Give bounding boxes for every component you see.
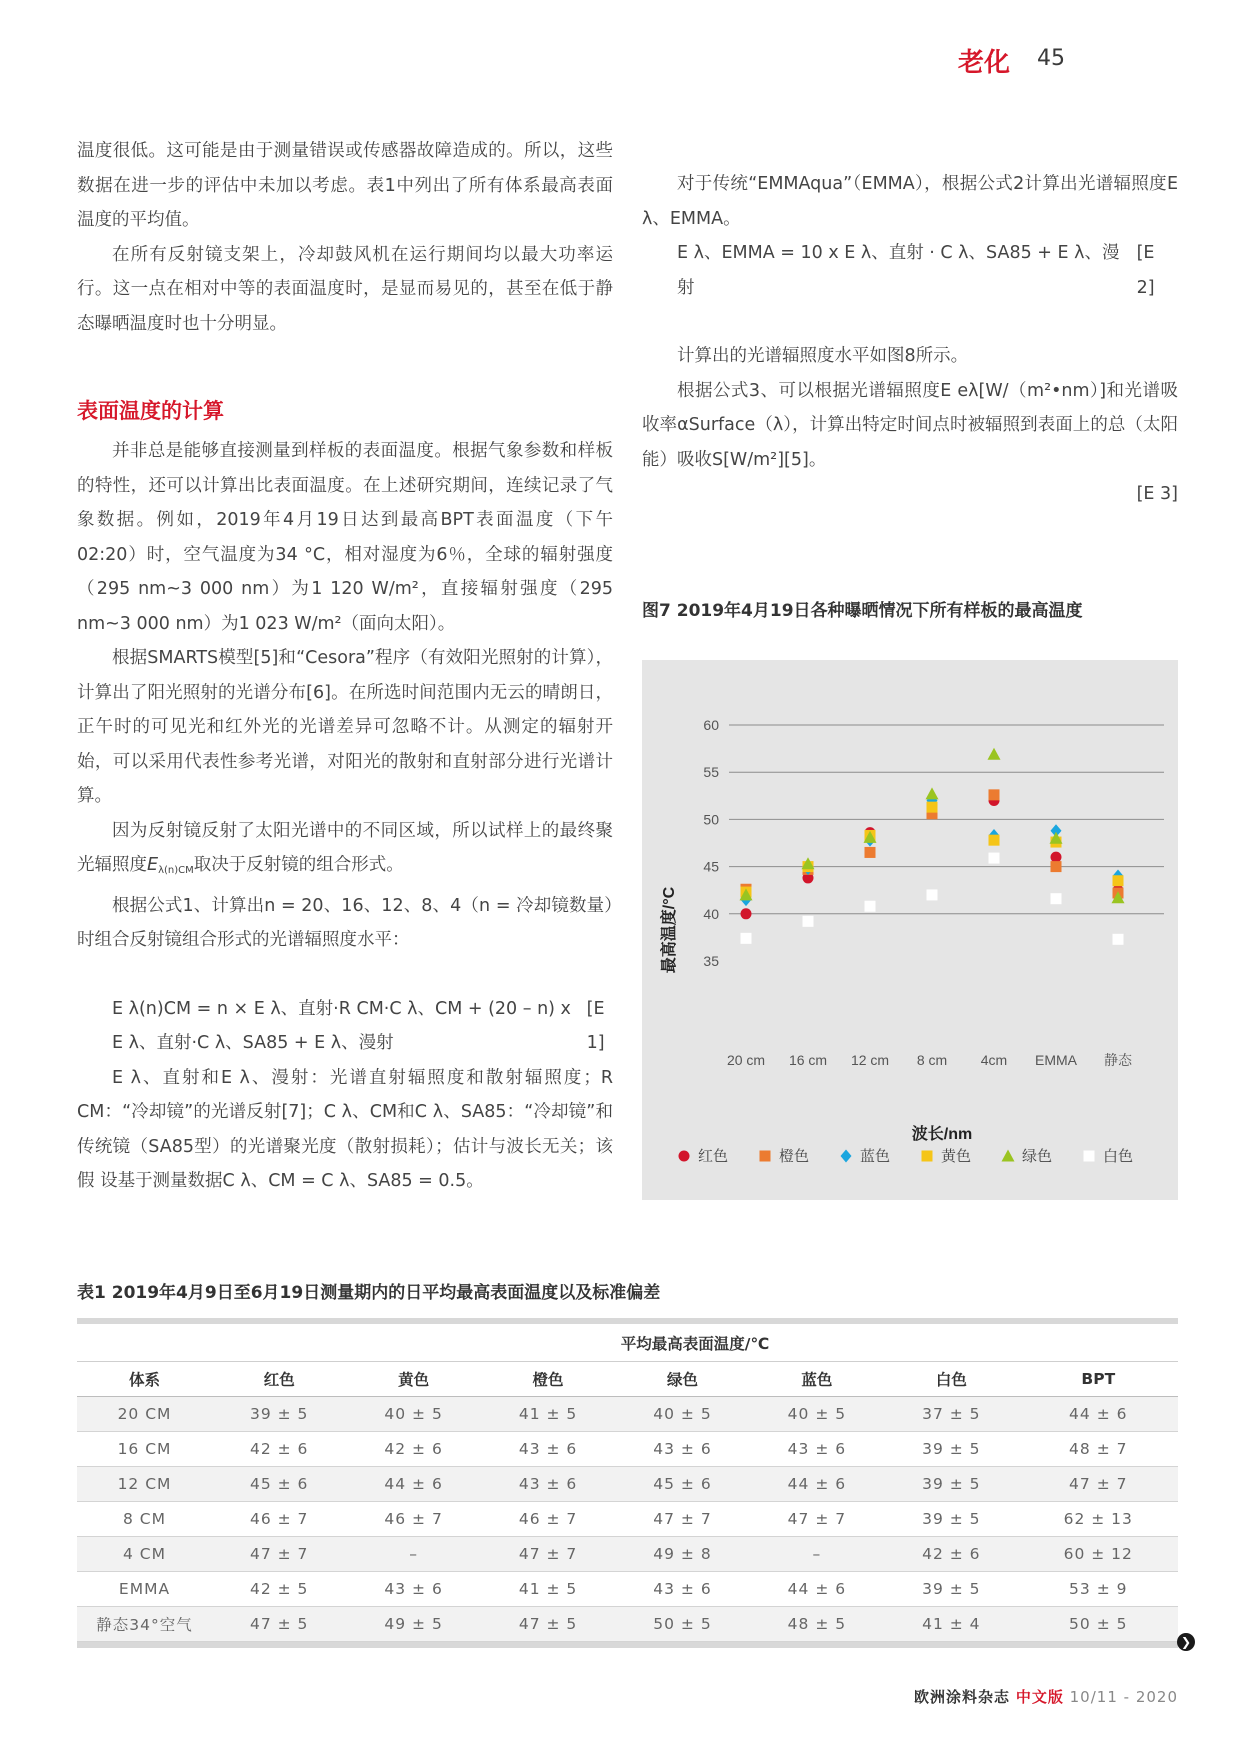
- x-tick-label: 4cm: [980, 1052, 1008, 1068]
- column-header: 蓝色: [750, 1362, 884, 1397]
- legend-marker: [679, 1151, 690, 1162]
- table-cell: 42 ± 6: [884, 1537, 1018, 1572]
- table-cell: 45 ± 6: [212, 1467, 346, 1502]
- table-cell: 20 CM: [77, 1397, 212, 1432]
- paragraph: 在所有反射镜支架上，冷却鼓风机在运行期间均以最大功率运行。这一点在相对中等的表面温度时，是显而易见的，甚至在低于静态曝晒温度时也十分明显。: [77, 244, 613, 334]
- table-cell: 43 ± 6: [750, 1432, 884, 1467]
- table-header-row: [77, 1362, 1178, 1397]
- paragraph: 根据SMARTS模型[5]和“Cesora”程序（有效阳光照射的计算），计算出了阳光照射的光谱分布[6]。在所选时间范围内无云的晴朗日，正午时的可见光和红外光的光谱差异可忽略不计。从测定的辐射开始，可以采用代表性参考光谱，对阳光的散射和直射部分进行光谱计算。: [77, 648, 613, 806]
- arrow-right-circle-icon[interactable]: ❯: [1177, 1633, 1195, 1651]
- table-cell: 46 ± 7: [346, 1502, 480, 1537]
- x-tick-label: EMMA: [1035, 1052, 1077, 1068]
- data-point-triangle: [926, 787, 939, 799]
- data-point-square: [989, 853, 1000, 864]
- table-cell: 47 ± 5: [212, 1607, 346, 1642]
- equation-tag: [E 2]: [1136, 243, 1155, 298]
- table-cell: 43 ± 6: [615, 1432, 749, 1467]
- equation-text: E λ、EMMA = 10 x E λ、直射 · C λ、SA85 + E λ、漫射: [677, 243, 1120, 298]
- table-cell: 62 ± 13: [1019, 1502, 1178, 1537]
- legend-label: 蓝色: [860, 1148, 891, 1165]
- equation-tag: [E 1]: [586, 998, 605, 1053]
- data-point-square: [1051, 861, 1062, 872]
- table-cell: 44 ± 6: [750, 1467, 884, 1502]
- right-column: [642, 167, 1178, 512]
- table-cell: 42 ± 6: [346, 1432, 480, 1467]
- data-point-circle: [1051, 852, 1062, 863]
- equation-3: [642, 477, 1178, 512]
- table-cell: 12 CM: [77, 1467, 212, 1502]
- column-header: 绿色: [615, 1362, 749, 1397]
- data-point-square: [1113, 875, 1124, 886]
- table-row: [77, 1467, 1178, 1502]
- paragraph: 根据公式1、计算出n = 20、16、12、8、4（n = 冷却镜数量）时组合反射镜组合形式的光谱辐照度水平：: [77, 895, 613, 950]
- equation-tag: [E 3]: [1136, 484, 1178, 504]
- table-cell: 49 ± 5: [346, 1607, 480, 1642]
- data-point-triangle: [988, 748, 1001, 760]
- legend-label: 白色: [1103, 1148, 1134, 1165]
- table-cell: 47 ± 5: [481, 1607, 615, 1642]
- table-title: 表1 2019年4月9日至6月19日测量期内的日平均最高表面温度以及标准偏差: [77, 1283, 661, 1303]
- legend-marker: [1084, 1151, 1095, 1162]
- column-header: 红色: [212, 1362, 346, 1397]
- table-cell: 40 ± 5: [615, 1397, 749, 1432]
- chart-legend: [679, 1147, 1134, 1165]
- x-tick-label: 20 cm: [726, 1052, 766, 1068]
- paragraph: 因为反射镜反射了太阳光谱中的不同区域，所以试样上的最终聚光辐照度$E_{\lambda(n)CM}$取决于反射镜的组合形式。: [77, 820, 613, 876]
- x-axis-label: 波长/nm: [911, 1126, 973, 1143]
- table-cell: 39 ± 5: [212, 1397, 346, 1432]
- table-cell: 50 ± 5: [615, 1607, 749, 1642]
- chart-grid: [729, 725, 1164, 914]
- data-point-square: [927, 889, 938, 900]
- page-number: 45: [1037, 46, 1065, 71]
- data-point-square: [989, 835, 1000, 846]
- table-cell: 48 ± 5: [750, 1607, 884, 1642]
- figure-caption: 图7 2019年4月19日各种曝晒情况下所有样板的最高温度: [642, 601, 1083, 621]
- section-title: 老化: [957, 48, 1010, 78]
- table-super-header: [77, 1324, 1178, 1362]
- chart-svg: [642, 660, 1178, 1200]
- table-cell: –: [750, 1537, 884, 1572]
- data-point-square: [927, 802, 938, 813]
- x-tick-label: 16 cm: [788, 1052, 828, 1068]
- column-header: 黄色: [346, 1362, 480, 1397]
- y-tick-label: 40: [703, 905, 719, 922]
- column-header: BPT: [1019, 1362, 1178, 1397]
- y-tick-label: 35: [703, 953, 719, 969]
- section-heading: 表面温度的计算: [77, 399, 224, 423]
- legend-marker: [841, 1150, 852, 1163]
- paragraph: E λ、直射和E λ、漫射：光谱直射辐照度和散射辐照度；R CM：“冷却镜”的光谱反射[7]；C λ、CM和C λ、SA85：“冷却镜”和传统镜（SA85型）的光谱聚光度（散射损耗）；估计与波长无关；该假 设基于测量数据C λ、CM = C λ、SA85 = 0.5。: [77, 1067, 613, 1191]
- table-cell: 41 ± 5: [481, 1397, 615, 1432]
- table-row: [77, 1572, 1178, 1607]
- legend-label: 橙色: [779, 1148, 810, 1165]
- data-point-circle: [741, 908, 752, 919]
- issue-label: 10/11 - 2020: [1069, 1688, 1178, 1706]
- table-cell: 静态34°空气: [77, 1607, 212, 1642]
- equation-1: [77, 992, 613, 1061]
- legend-label: 黄色: [941, 1148, 972, 1165]
- paragraph: 并非总是能够直接测量到样板的表面温度。根据气象参数和样板的特性，还可以计算出比表面温度。在上述研究期间，连续记录了气象数据。例如，2019年4月19日达到最高BPT表面温度（下午02:20）时，空气温度为34 °C，相对湿度为6％，全球的辐射强度（295 nm~3 000 nm）为1 120 W/m²，直接辐射强度（295 nm~3 000 nm）为1 023 W/m²（面向太阳）。: [77, 441, 613, 634]
- table-bottom-rule: [77, 1642, 1178, 1648]
- table-cell: 39 ± 5: [884, 1572, 1018, 1607]
- table-cell: 46 ± 7: [481, 1502, 615, 1537]
- table-cell: 44 ± 6: [346, 1467, 480, 1502]
- table-row: [77, 1397, 1178, 1432]
- data-points: [740, 748, 1125, 945]
- left-column-body: [77, 434, 613, 1199]
- y-tick-label: 55: [703, 764, 719, 781]
- legend-marker: [1002, 1150, 1015, 1162]
- table-cell: 47 ± 7: [1019, 1467, 1178, 1502]
- table-cell: 45 ± 6: [615, 1467, 749, 1502]
- column-header: 橙色: [481, 1362, 615, 1397]
- y-axis-label: 最高温度/°C: [661, 886, 678, 974]
- table-cell: 16 CM: [77, 1432, 212, 1467]
- table-super-header-label: 平均最高表面温度/℃: [212, 1324, 1178, 1362]
- data-point-square: [865, 847, 876, 858]
- legend-marker: [760, 1151, 771, 1162]
- equation-text: E λ(n)CM = n × E λ、直射·R CM·C λ、CM + (20 – n) x E λ、直射·C λ、SA85 + E λ、漫射: [112, 998, 571, 1053]
- table-cell: 47 ± 7: [212, 1537, 346, 1572]
- data-point-square: [803, 916, 814, 927]
- table-cell: 40 ± 5: [750, 1397, 884, 1432]
- x-tick-label: 静态: [1104, 1052, 1132, 1068]
- x-tick-labels: [727, 1052, 1133, 1068]
- table-cell: 4 CM: [77, 1537, 212, 1572]
- table-cell: 50 ± 5: [1019, 1607, 1178, 1642]
- table-cell: 39 ± 5: [884, 1432, 1018, 1467]
- data-point-square: [1051, 893, 1062, 904]
- table-cell: 43 ± 6: [346, 1572, 480, 1607]
- x-tick-label: 8 cm: [916, 1052, 948, 1068]
- footer: [914, 1686, 1178, 1707]
- data-table: [77, 1318, 1178, 1648]
- paragraph: 计算出的光谱辐照度水平如图8所示。: [677, 346, 969, 366]
- data-point-square: [741, 933, 752, 944]
- table-cell: 40 ± 5: [346, 1397, 480, 1432]
- paragraph: 根据公式3、可以根据光谱辐照度E eλ[W/（m²•nm）]和光谱吸收率αSurface（λ），计算出特定时间点时被辐照到表面上的总（太阳能）吸收S[W/m²][5]。: [642, 380, 1178, 470]
- column-header: 白色: [884, 1362, 1018, 1397]
- table-cell: 42 ± 5: [212, 1572, 346, 1607]
- table-cell: 47 ± 7: [750, 1502, 884, 1537]
- paragraph: 对于传统“EMMAqua”（EMMA），根据公式2计算出光谱辐照度E λ、EMMA。: [642, 174, 1178, 229]
- table-cell: –: [346, 1537, 480, 1572]
- table-cell: 42 ± 6: [212, 1432, 346, 1467]
- legend-marker: [922, 1151, 933, 1162]
- table-cell: 39 ± 5: [884, 1467, 1018, 1502]
- table-cell: 39 ± 5: [884, 1502, 1018, 1537]
- table-cell: 60 ± 12: [1019, 1537, 1178, 1572]
- table-cell: 48 ± 7: [1019, 1432, 1178, 1467]
- table-cell: 43 ± 6: [481, 1432, 615, 1467]
- data-point-square: [865, 901, 876, 912]
- y-tick-labels: [703, 717, 719, 969]
- left-column: [77, 134, 613, 341]
- paragraph: 温度很低。这可能是由于测量错误或传感器故障造成的。所以，这些数据在进一步的评估中未加以考虑。表1中列出了所有体系最高表面温度的平均值。: [77, 141, 613, 230]
- table-cell: 47 ± 7: [615, 1502, 749, 1537]
- legend-label: 绿色: [1022, 1148, 1053, 1165]
- x-tick-label: 12 cm: [850, 1052, 890, 1068]
- y-tick-label: 50: [703, 811, 719, 828]
- table-cell: 49 ± 8: [615, 1537, 749, 1572]
- temperature-table: [77, 1324, 1178, 1642]
- table-cell: 41 ± 4: [884, 1607, 1018, 1642]
- table-row: [77, 1432, 1178, 1467]
- data-point-square: [989, 789, 1000, 800]
- equation-2: [642, 236, 1178, 305]
- table-row: [77, 1502, 1178, 1537]
- table-cell: 41 ± 5: [481, 1572, 615, 1607]
- table-row: [77, 1607, 1178, 1642]
- table-cell: 44 ± 6: [1019, 1397, 1178, 1432]
- edition-label: 中文版: [1015, 1688, 1064, 1706]
- y-tick-label: 60: [703, 717, 719, 733]
- table-cell: 43 ± 6: [481, 1467, 615, 1502]
- table-cell: 46 ± 7: [212, 1502, 346, 1537]
- column-header: 体系: [77, 1362, 212, 1397]
- table-cell: 37 ± 5: [884, 1397, 1018, 1432]
- legend-label: 红色: [698, 1148, 729, 1165]
- y-tick-label: 45: [703, 858, 719, 875]
- data-point-square: [1113, 934, 1124, 945]
- table-row: [77, 1537, 1178, 1572]
- table-cell: EMMA: [77, 1572, 212, 1607]
- scatter-chart: [642, 660, 1178, 1200]
- table-cell: 43 ± 6: [615, 1572, 749, 1607]
- table-cell: 8 CM: [77, 1502, 212, 1537]
- publication-name: 欧洲涂料杂志: [914, 1688, 1011, 1706]
- table-cell: 44 ± 6: [750, 1572, 884, 1607]
- table-cell: 53 ± 9: [1019, 1572, 1178, 1607]
- table-cell: 47 ± 7: [481, 1537, 615, 1572]
